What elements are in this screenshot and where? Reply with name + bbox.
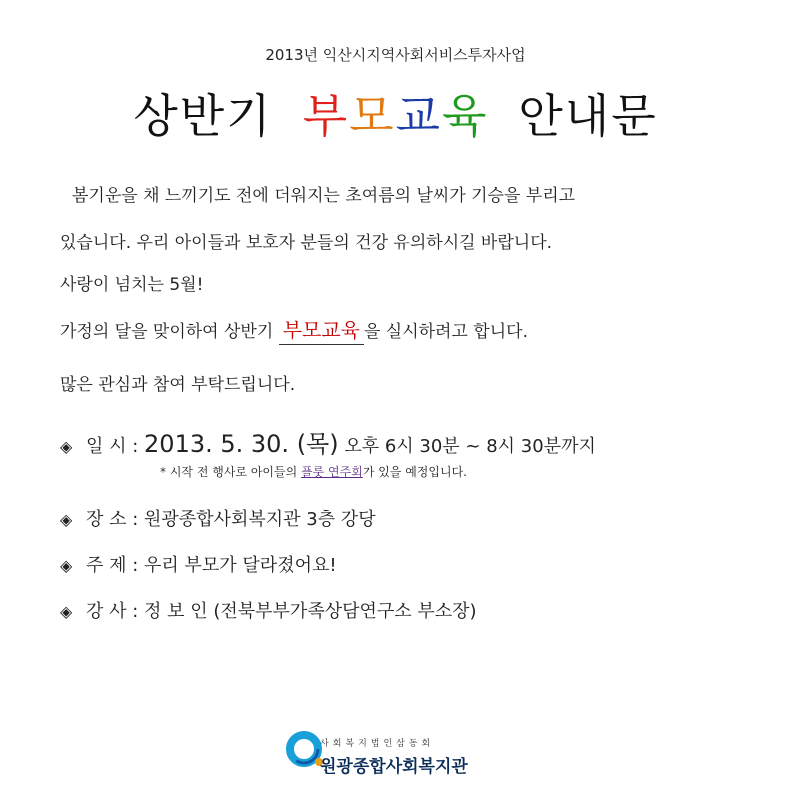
page-title	[0, 80, 791, 146]
body-line-4	[60, 314, 528, 343]
date-value: 2013. 5. 30. (목)	[144, 430, 339, 458]
place-row	[60, 505, 376, 531]
body-line-4-pre: 가정의 달을 맞이하여 상반기	[60, 322, 274, 342]
body-line-5: 많은 관심과 참여 부탁드립니다.	[60, 375, 296, 395]
body-line-1: 봄기운을 채 느끼기도 전에 더워지는 초여름의 날씨가 기승을 부리고	[72, 186, 576, 206]
diamond-bullet-icon: ◈	[60, 556, 73, 575]
lecturer-value: 정 보 인 (전북부부가족상담연구소 부소장)	[144, 601, 477, 622]
title-word-first-half: 상반기	[133, 89, 273, 143]
date-row	[60, 424, 596, 459]
title-char-mo: 모	[349, 89, 396, 143]
body-line-2: 있습니다. 우리 아이들과 보호자 분들의 건강 유의하시길 바랍니다.	[60, 233, 553, 253]
place-label: 장 소 :	[86, 509, 139, 530]
program-name-emphasis: 부모교육	[279, 318, 364, 345]
diamond-bullet-icon: ◈	[60, 602, 73, 621]
note-pre: 시작 전 행사로 아이들의	[169, 465, 298, 479]
theme-row	[60, 551, 337, 577]
title-char-gyo: 교	[395, 89, 442, 143]
theme-label: 주 제 :	[86, 555, 139, 576]
logo-center-name: 원광종합사회복지관	[320, 757, 468, 777]
date-label: 일 시 :	[86, 436, 139, 457]
lecturer-label: 강 사 :	[86, 601, 139, 622]
title-char-yuk: 육	[441, 89, 489, 143]
time-value: 오후 6시 30분 ~ 8시 30분까지	[344, 436, 596, 457]
diamond-bullet-icon: ◈	[60, 510, 73, 529]
program-subtitle: 2013년 익산시지역사회서비스투자사업	[265, 46, 526, 64]
event-note	[160, 463, 467, 480]
diamond-bullet-icon: ◈	[60, 437, 73, 456]
note-star: *	[160, 465, 166, 479]
welfare-center-logo	[286, 722, 506, 782]
note-post: 가 있을 예정입니다.	[362, 465, 467, 479]
body-line-4-post: 을 실시하려고 합니다.	[363, 322, 528, 342]
title-char-bu: 부	[302, 89, 350, 143]
theme-value: 우리 부모가 달라졌어요!	[144, 555, 337, 576]
logo-org-name: 사회복지법인삼동회	[320, 739, 435, 749]
place-value: 원광종합사회복지관 3층 강당	[144, 509, 376, 530]
note-emphasis: 플룻 연주회	[301, 465, 363, 479]
lecturer-row	[60, 597, 477, 623]
body-line-3: 사랑이 넘치는 5월!	[60, 275, 204, 295]
title-word-notice: 안내문	[518, 89, 658, 143]
